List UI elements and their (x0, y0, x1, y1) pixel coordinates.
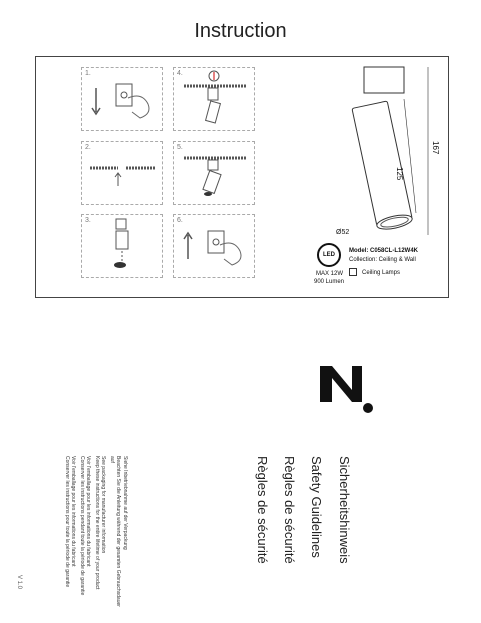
power-rating: MAX 12W (316, 271, 344, 277)
height-dimension: 167 (431, 141, 440, 155)
step-number: 3. (85, 217, 91, 224)
step-panel-4 (173, 67, 255, 131)
small-text-line: Beachten Sie die Anleitung während der gesamten Gebrauchsdauer (115, 456, 122, 607)
model-number: Model: C058CL-L12W4K (349, 248, 419, 254)
small-text-block (64, 456, 129, 616)
guideline-fr-2: Règles de sécurité (255, 456, 270, 564)
step-number: 6. (177, 217, 183, 224)
instruction-frame (35, 56, 449, 298)
step-number: 4. (177, 70, 183, 77)
category-label: Ceiling Lamps (362, 270, 401, 276)
step-number: 5. (177, 144, 183, 151)
small-text-line: Voir l'emballage pour les informations du fabricant (85, 456, 92, 567)
led-label: LED (323, 252, 335, 258)
small-text-line: auf (109, 456, 115, 463)
lumen-rating: 900 Lumen (314, 279, 345, 285)
small-text-line: See packaging for manufacturer information (100, 456, 107, 554)
guideline-en: Safety Guidelines (309, 456, 324, 558)
page-title: Instruction (194, 20, 287, 42)
small-text-line: Siehe Inbetriebnahme auf der Verpackung (122, 456, 128, 550)
step-number: 1. (85, 70, 91, 77)
small-text-line: Conserver les instructions pour toute la période de garantie (64, 456, 70, 588)
small-text-line: Conserver les instructions pendant toute la période de garantie (79, 456, 85, 596)
ceiling-mount-illustration (174, 142, 254, 204)
body-dimension: 125 (395, 167, 404, 181)
small-text-line: Voir l'emballage pour les informations du fabricant (70, 456, 77, 567)
switch-off-illustration (82, 68, 162, 130)
version-label: V 1.0 (16, 575, 22, 590)
collection-name: Collection: Ceiling & Wall (349, 257, 416, 263)
step-panel-2 (81, 141, 163, 205)
step-panel-3 (81, 214, 163, 278)
small-text-line: Keep these instructions for the entire lifetime of your product (94, 456, 100, 590)
product-drawing (324, 63, 444, 243)
step-panel-1 (81, 67, 163, 131)
step-number: 2. (85, 144, 91, 151)
mounting-plate-illustration (82, 142, 162, 204)
step-panel-5 (173, 141, 255, 205)
wiring-illustration (174, 68, 254, 130)
lamp-assembly-illustration (82, 215, 162, 277)
step-panel-6 (173, 214, 255, 278)
guideline-de: Sicherheitshinweis (337, 456, 352, 564)
ceiling-lamp-icon (349, 268, 357, 276)
guideline-fr-1: Règles de sécurité (282, 456, 297, 564)
switch-on-illustration (174, 215, 254, 277)
led-badge (317, 243, 341, 267)
diameter-dimension: Ø52 (336, 229, 350, 236)
brand-logo (318, 360, 378, 416)
